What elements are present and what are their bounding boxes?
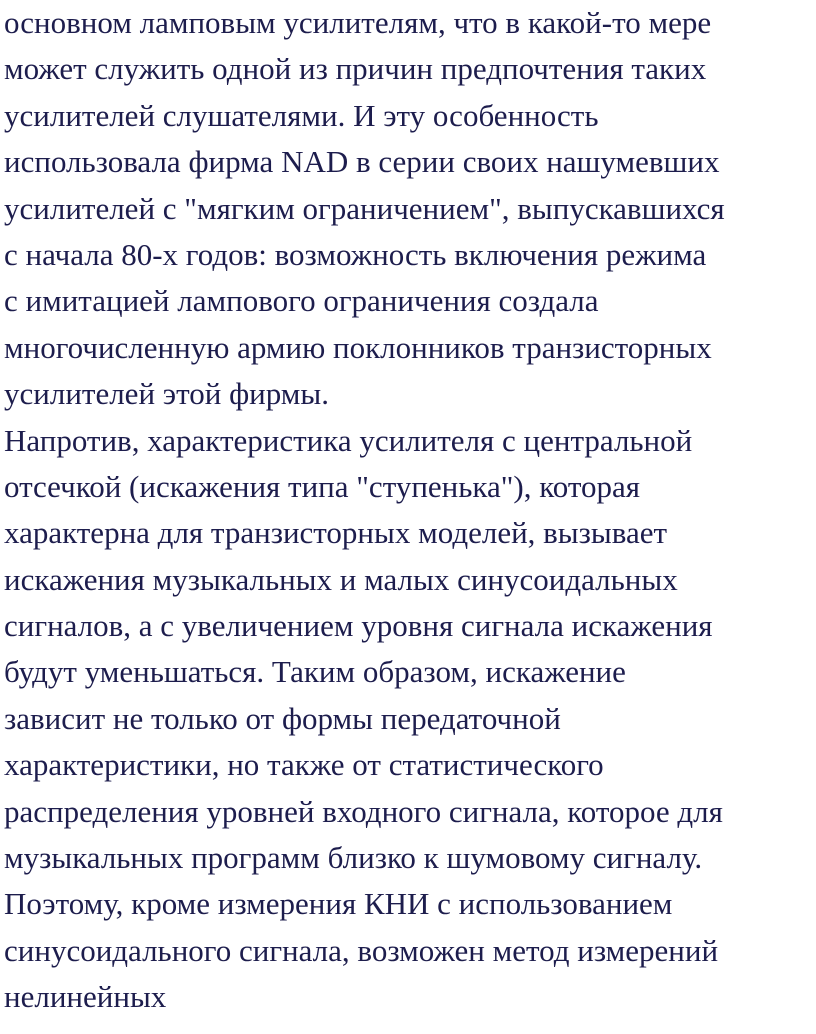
text-line: характерна для транзисторных моделей, вызывает <box>4 515 668 551</box>
document-text <box>4 0 816 1021</box>
text-line: Напротив, характеристика усилителя с центральной <box>4 422 693 458</box>
text-line: с имитацией лампового ограничения создала <box>4 283 599 319</box>
text-line: сигналов, а с увеличением уровня сигнала искажения <box>4 608 713 644</box>
text-line: синусоидального сигнала, возможен метод измерений <box>4 932 719 968</box>
text-line: нелинейных <box>4 979 167 1015</box>
text-line: усилителей с "мягким ограничением", выпускавшихся <box>4 190 725 226</box>
text-line: искажения музыкальных и малых синусоидальных <box>4 561 678 597</box>
text-line: Поэтому, кроме измерения КНИ с использованием <box>4 886 673 922</box>
text-line: с начала 80-х годов: возможность включения режима <box>4 236 707 272</box>
text-line: многочисленную армию поклонников транзисторных <box>4 329 712 365</box>
text-line: может служить одной из причин предпочтения таких <box>4 51 707 87</box>
text-line: усилителей этой фирмы. <box>4 376 329 412</box>
text-line: использовала фирма NAD в серии своих нашумевших <box>4 144 720 180</box>
text-line: усилителей слушателями. И эту особенность <box>4 97 599 133</box>
text-line: основном ламповым усилителям, что в какой-то мере <box>4 5 712 40</box>
text-line: зависит не только от формы передаточной <box>4 700 561 736</box>
text-line: характеристики, но также от статистического <box>4 747 604 783</box>
text-line: музыкальных программ близко к шумовому сигналу. <box>4 840 703 876</box>
text-line: распределения уровней входного сигнала, которое для <box>4 793 723 829</box>
text-line: будут уменьшаться. Таким образом, искажение <box>4 654 626 690</box>
text-line: отсечкой (искажения типа "ступенька"), которая <box>4 468 640 504</box>
